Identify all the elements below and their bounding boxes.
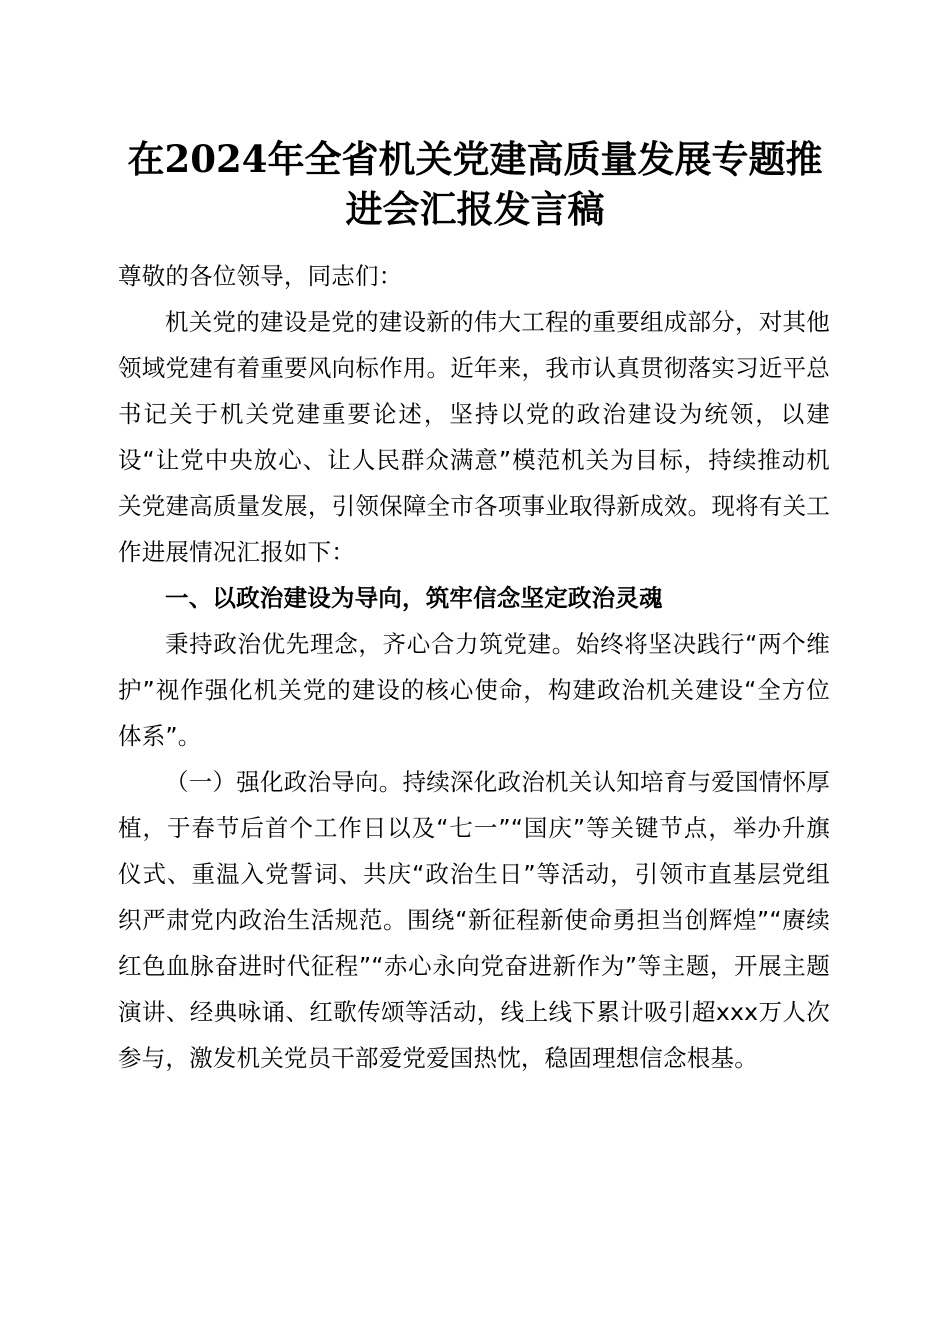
section-1-paragraph: 秉持政治优先理念，齐心合力筑党建。始终将坚决践行“两个维护”视作强化机关党的建设的核心使命，构建政治机关建设“全方位体系”。 xyxy=(118,630,830,750)
document-body xyxy=(118,253,830,1081)
document-title: 在2024年全省机关党建高质量发展专题推进会汇报发言稿 xyxy=(127,137,823,231)
intro-paragraph: 机关党的建设是党的建设新的伟大工程的重要组成部分，对其他领域党建有着重要风向标作用。近年来，我市认真贯彻落实习近平总书记关于机关党建重要论述，坚持以党的政治建设为统领，以建设“让党中央放心、让人民群众满意”模范机关为目标，持续推动机关党建高质量发展，引领保障全市各项事业取得新成效。现将有关工作进展情况汇报如下： xyxy=(118,308,830,566)
subsection-1-label: （一）强化政治导向。 xyxy=(165,768,403,796)
subsection-1-text: 持续深化政治机关认知培育与爱国情怀厚植，于春节后首个工作日以及“七一”“国庆”等关键节点，举办升旗仪式、重温入党誓词、共庆“政治生日”等活动，引领市直基层党组织严肃党内政治生活规范。围绕“新征程新使命勇担当创辉煌”“赓续红色血脉奋进时代征程”“赤心永向党奋进新作为”等主题，开展主题演讲、经典咏诵、红歌传颂等活动，线上线下累计吸引超xxx万人次参与，激发机关党员干部爱党爱国热忱，稳固理想信念根基。 xyxy=(118,768,830,1072)
section-heading-1: 一、以政治建设为导向，筑牢信念坚定政治灵魂 xyxy=(165,584,663,612)
salutation: 尊敬的各位领导，同志们： xyxy=(118,262,403,290)
subsection-1-paragraph xyxy=(118,759,830,1081)
